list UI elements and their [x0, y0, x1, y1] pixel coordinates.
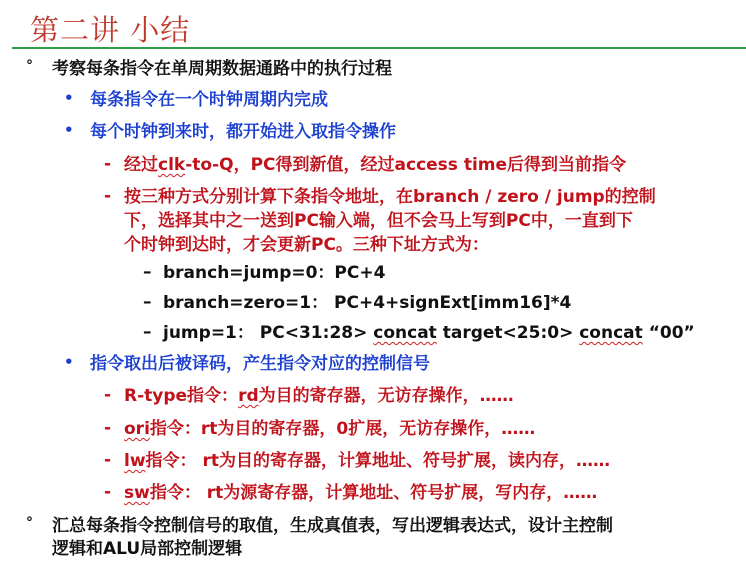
circle-bullet: ° [26, 58, 33, 74]
dash-bullet: - [104, 450, 112, 470]
item-text: -to-Q，PC得到新值，经过access time后得到当前指令 [185, 155, 627, 175]
bullet-item-6: branch=jump=0：PC+4 [163, 263, 386, 283]
dot-bullet: • [64, 89, 74, 107]
item-text: “00” [642, 323, 695, 343]
item-text: 经过 [124, 155, 158, 175]
dash-bullet: - [104, 186, 112, 206]
bullet-item-5-line-2: 下，选择其中之一送到PC输入端，但不会马上写到PC中，一直到下 [124, 211, 633, 231]
dash-bullet: - [104, 482, 112, 502]
endash-bullet: – [143, 292, 152, 312]
dash-bullet: - [104, 154, 112, 174]
bullet-item-5-line-3: 个时钟到达时，才会更新PC。三种下址方式为： [124, 235, 489, 255]
item-text: concat [373, 323, 437, 343]
item-text: ori [124, 419, 150, 439]
bullet-item-14-line-1: 汇总每条指令控制信号的取值，生成真值表，写出逻辑表达式，设计主控制 [52, 516, 613, 536]
endash-bullet: – [143, 262, 152, 282]
dash-bullet: - [104, 385, 112, 405]
bullet-item-3: 每个时钟到来时，都开始进入取指令操作 [90, 122, 396, 142]
bullet-item-4 [124, 154, 626, 176]
item-text: concat [579, 323, 643, 343]
item-text: lw [124, 451, 146, 471]
title-divider [12, 47, 746, 49]
bullet-item-8 [163, 322, 695, 344]
dot-bullet: • [64, 353, 74, 371]
bullet-item-7: branch=zero=1： PC+4+signExt[imm16]*4 [163, 293, 572, 313]
endash-bullet: – [143, 322, 152, 342]
item-text: clk [158, 155, 186, 175]
dot-bullet: • [64, 121, 74, 139]
item-text: 为目的寄存器，无访存操作，…… [258, 386, 514, 406]
bullet-item-14-line-2: 逻辑和ALU局部控制逻辑 [52, 539, 243, 559]
item-text: sw [124, 483, 150, 503]
bullet-item-1: 考察每条指令在单周期数据通路中的执行过程 [52, 59, 392, 79]
item-text: jump=1： PC<31:28> [163, 323, 374, 343]
bullet-item-10 [124, 385, 514, 407]
item-text: rd [238, 386, 259, 406]
bullet-item-12 [124, 450, 610, 472]
slide-title: 第二讲 小结 [30, 13, 191, 47]
bullet-item-13 [124, 482, 597, 504]
item-text: 指令： rt为目的寄存器，计算地址、符号扩展，读内存，…… [145, 451, 610, 471]
bullet-item-9: 指令取出后被译码，产生指令对应的控制信号 [90, 354, 430, 374]
item-text: target<25:0> [436, 323, 580, 343]
bullet-item-2: 每条指令在一个时钟周期内完成 [90, 90, 328, 110]
bullet-item-11 [124, 418, 535, 440]
bullet-item-5-line-1: 按三种方式分别计算下条指令地址，在branch / zero / jump的控制 [124, 187, 656, 207]
dash-bullet: - [104, 418, 112, 438]
circle-bullet: ° [26, 515, 33, 531]
item-text: 指令： rt为源寄存器，计算地址、符号扩展，写内存，…… [149, 483, 598, 503]
item-text: 指令：rt为目的寄存器，0扩展，无访存操作，…… [149, 419, 536, 439]
item-text: R-type指令： [124, 386, 239, 406]
